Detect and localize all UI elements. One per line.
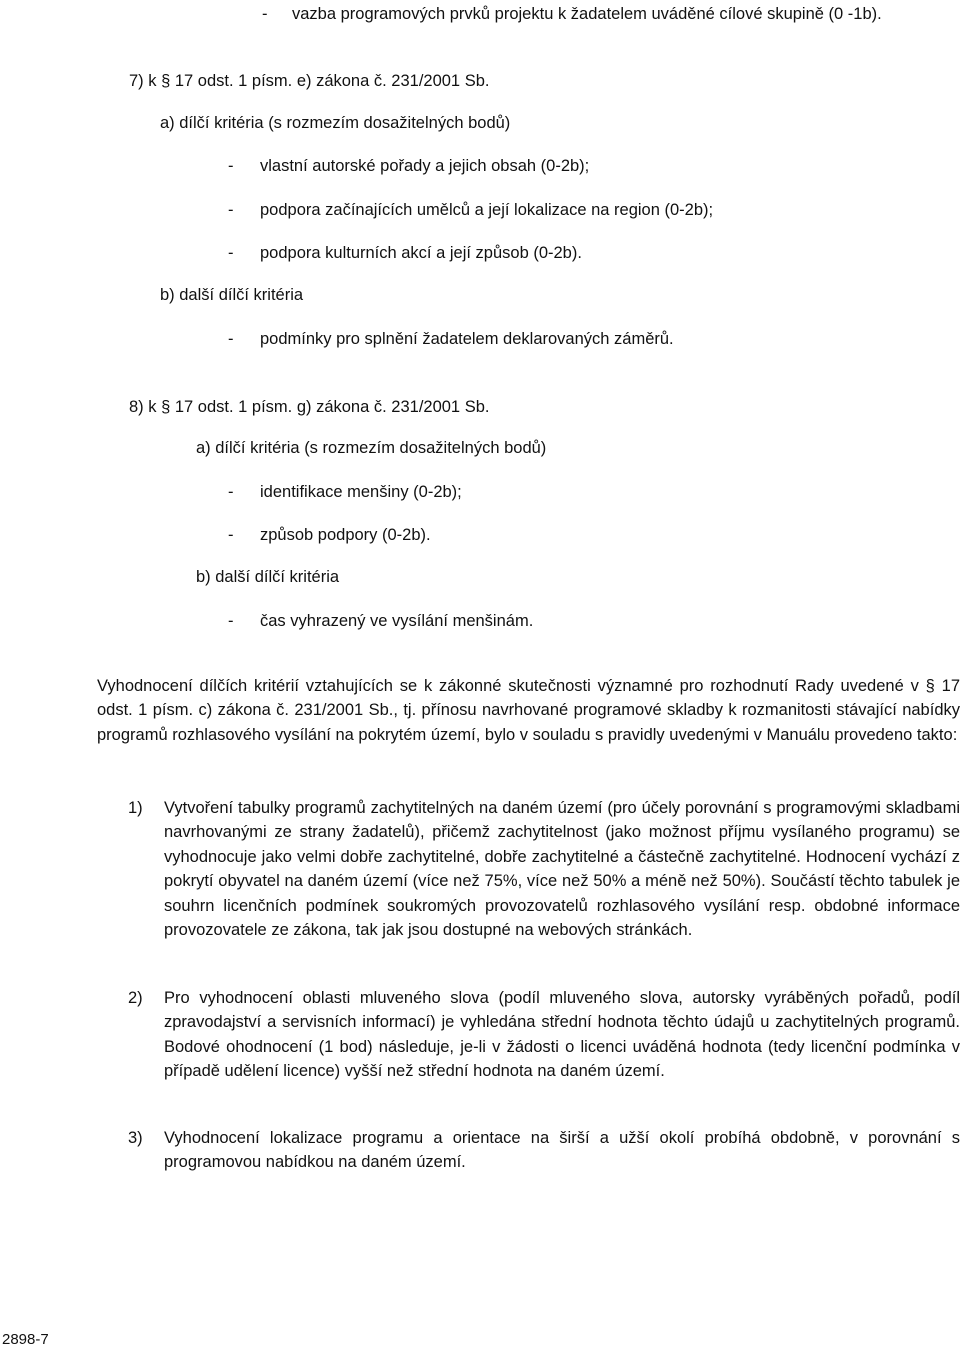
item-number: 2) xyxy=(128,989,143,1007)
subsection-label-a: a) dílčí kritéria (s rozmezím dosažitelných bodů) xyxy=(196,439,547,457)
numbered-item-text: Vyhodnocení lokalizace programu a orientace na širší a užší okolí probíhá obdobně, v porovnání s programovou nabídkou na daném území. xyxy=(164,1129,960,1172)
list-dash: - xyxy=(262,5,268,23)
section-heading-8: 8) k § 17 odst. 1 písm. g) zákona č. 231/2001 Sb. xyxy=(129,398,490,416)
subsection-label-b: b) další dílčí kritéria xyxy=(196,568,340,586)
section-heading-7: 7) k § 17 odst. 1 písm. e) zákona č. 231/2001 Sb. xyxy=(129,72,490,90)
list-item: čas vyhrazený ve vysílání menšinám. xyxy=(260,612,534,630)
list-dash: - xyxy=(228,201,234,219)
numbered-item-text: Pro vyhodnocení oblasti mluveného slova (podíl mluveného slova, autorsky vyráběných pořadů, podíl zpravodajství a servisních informací) je vyhledána střední hodnota těchto údajů u zachytitelných programů. Bodové ohodnocení (1 bod) následuje, je-li v žádosti o licenci uváděná hodnota (tedy licenční podmínka v případě udělení licence) vyšší než střední hodnota na daném území. xyxy=(164,989,960,1081)
list-dash: - xyxy=(228,612,234,630)
subsection-label-b: b) další dílčí kritéria xyxy=(160,286,304,304)
item-number: 1) xyxy=(128,799,143,817)
intro-paragraph: Vyhodnocení dílčích kritérií vztahujících se k zákonné skutečnosti významné pro rozhodnutí Rady uvedené v § 17 odst. 1 písm. c) zákona č. 231/2001 Sb., tj. přínosu navrhované programové skladby k rozmanitosti stávající nabídky programů rozhlasového vysílání na pokrytém území, bylo v souladu s pravidly uvedenými v Manuálu provedeno takto: xyxy=(97,677,960,744)
list-dash: - xyxy=(228,244,234,262)
list-item: podpora začínajících umělců a její lokalizace na region (0-2b); xyxy=(260,201,714,219)
list-item: vazba programových prvků projektu k žadatelem uváděné cílové skupině (0 -1b). xyxy=(292,5,882,23)
list-dash: - xyxy=(228,526,234,544)
list-item: podpora kulturních akcí a její způsob (0-2b). xyxy=(260,244,582,262)
page-footer-code: 2898-7 xyxy=(2,1331,49,1348)
list-item: vlastní autorské pořady a jejich obsah (0-2b); xyxy=(260,157,590,175)
subsection-label-a: a) dílčí kritéria (s rozmezím dosažitelných bodů) xyxy=(160,114,511,132)
numbered-item-text: Vytvoření tabulky programů zachytitelných na daném území (pro účely porovnání s programovými skladbami navrhovanými ze strany žadatelů), přičemž zachytitelnost (jako možnost příjmu vysílaného programu) se vyhodnocuje jako velmi dobře zachytitelné, dobře zachytitelné a částečně zachytitelné. Hodnocení vychází z pokrytí obyvatel na daném území (více než 75%, více než 50% a méně než 50%). Součástí těchto tabulek je souhrn licenčních podmínek soukromých provozovatelů rozhlasového vysílání resp. obdobné informace provozovatele ze zákona, tak jak jsou dostupné na webových stránkách. xyxy=(164,799,960,940)
list-dash: - xyxy=(228,330,234,348)
list-item: způsob podpory (0-2b). xyxy=(260,526,431,544)
list-item: identifikace menšiny (0-2b); xyxy=(260,483,462,501)
list-dash: - xyxy=(228,157,234,175)
list-item: podmínky pro splnění žadatelem deklarovaných záměrů. xyxy=(260,330,674,348)
item-number: 3) xyxy=(128,1129,143,1147)
list-dash: - xyxy=(228,483,234,501)
